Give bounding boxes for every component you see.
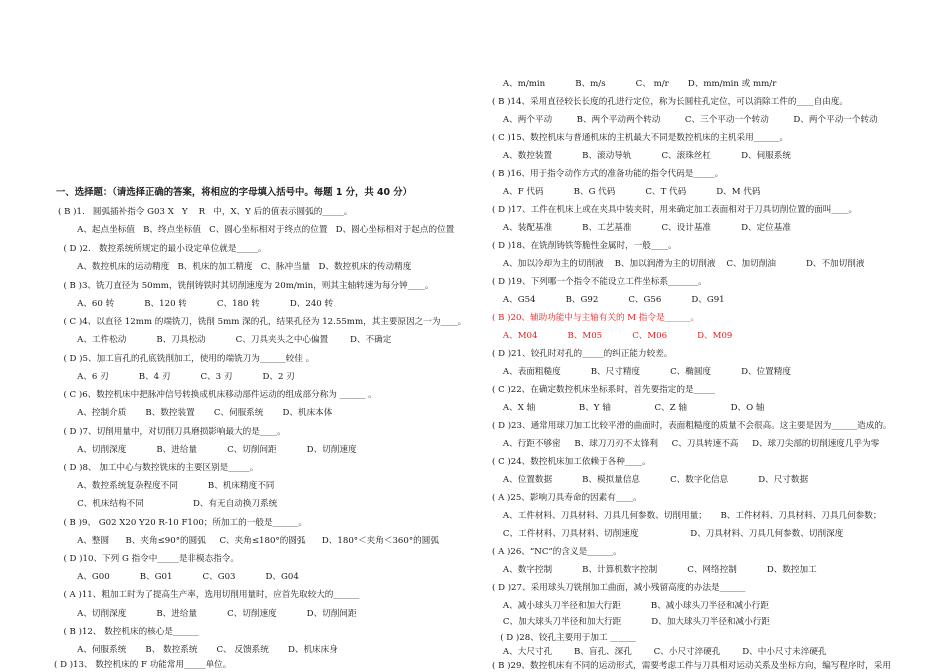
question-line: ( D )8、 加工中心与数控铣床的主要区别是_____。 xyxy=(58,463,259,473)
question-line: A、工件材料、刀具材料、刀具几何参数、切削用量； B、工件材料、刀具材料、刀具几何参数； xyxy=(492,511,882,521)
question-line: ( B )29、数控机床有不同的运动形式，需要考虑工件与刀具相对运动关系及坐标方向，编写程序时，采用 xyxy=(492,661,891,671)
question-line: ( C )6、数控机床中把脉冲信号转换成机床移动部件运动的组成部分称为 ______ 。 xyxy=(58,390,377,400)
question-line: ( C )15、数控机床与普通机床的主机最大不同是数控机床的主机采用______。 xyxy=(492,133,789,143)
question-line: A、切削深度 B、进给量 C、切削间距 D、切削速度 xyxy=(58,445,357,455)
question-line: A、数字控制 B、计算机数字控制 C、网络控制 D、数控加工 xyxy=(492,565,817,575)
question-line: A、两个平动 B、两个平动两个转动 C、三个平动一个转动 D、两个平动一个转动 xyxy=(492,115,878,125)
question-line: A、减小球头刀半径和加大行距 B、减小球头刀半径和减小行距 xyxy=(492,601,769,611)
question-line: ( D )23、通常用球刀加工比较平滑的曲面时，表面粗糙度的质量不会很高。这主要是因为______造成的。 xyxy=(492,421,892,431)
question-line: A、行距不够密 B、球刀刀刃不太锋利 C、刀具转速不高 D、球刀尖部的切削速度几乎为零 xyxy=(492,439,880,449)
question-line: ( D )21、铰孔时对孔的_____的纠正能力较差。 xyxy=(492,349,673,359)
question-line: A、m/min B、m/s C、 m/r D、mm/min 或 mm/r xyxy=(492,79,777,89)
question-line: A、整圆 B、夹角≤90°的圆弧 C、夹角≤180°的圆弧 D、180°＜夹角＜360°的圆弧 xyxy=(58,536,439,546)
question-line: ( D )19、下列哪一个指令不能设立工件坐标系_______。 xyxy=(492,277,707,287)
question-line: ( A )25、影响刀具寿命的因素有____。 xyxy=(492,493,642,503)
question-line: ( B )14、采用直径较长长度的孔进行定位，称为长圆柱孔定位，可以消除工件的____自由度。 xyxy=(492,97,848,107)
question-line: A、位置数据 B、模拟量信息 C、数字化信息 D、尺寸数据 xyxy=(492,475,809,485)
question-line: ( B )12、 数控机床的核心是______ xyxy=(58,627,199,637)
question-line: A、表面粗糙度 B、尺寸精度 C、椭圆度 D、位置精度 xyxy=(492,367,791,377)
question-line: A、G00 B、G01 C、G03 D、G04 xyxy=(58,572,299,582)
highlighted-question-line: ( B )20、辅助功能中与主轴有关的 M 指令是______。 xyxy=(492,313,699,323)
question-line: ( A )11、粗加工时为了提高生产率，选用切削用量时，应首先取较大的______ xyxy=(58,590,360,600)
question-line: A、装配基准 B、工艺基准 C、设计基准 D、定位基准 xyxy=(492,223,791,233)
question-line: ( D )18、在铣削铸铁等脆性金属时，一般____。 xyxy=(492,241,677,251)
question-line: ( C )24、数控机床加工依赖于各种____。 xyxy=(492,457,651,467)
question-line: A、大尺寸孔 B、盲孔、深孔 C、小尺寸淬硬孔 D、中小尺寸未淬硬孔 xyxy=(492,647,827,657)
question-line: C、机床结构不同 D、有无自动换刀系统 xyxy=(58,499,278,509)
question-line: A、加以冷却为主的切削液 B、加以润滑为主的切削液 C、加切削油 D、不加切削液 xyxy=(492,259,865,269)
question-line: C、加大球头刀半径和加大行距 D、加大球头刀半径和减小行距 xyxy=(492,617,770,627)
question-line: ( A )26、“NC”的含义是______。 xyxy=(492,547,622,557)
question-line: ( B )1. 圆弧插补指令 G03 X Y R 中，X、Y 后的值表示圆弧的_____。 xyxy=(58,207,353,217)
question-line: A、控制介质 B、数控装置 C、伺服系统 D、机床本体 xyxy=(58,408,333,418)
question-line: ( D )10、下列 G 指令中_____是非模态指令。 xyxy=(58,554,239,564)
question-line: C、工件材料、刀具材料、切削速度 D、刀具材料、刀具几何参数、切削深度 xyxy=(492,529,844,539)
question-line: ( D )27、采用球头刀铣削加工曲面，减小残留高度的办法是______ xyxy=(492,583,746,593)
question-line: ( B )16、用于指令动作方式的准备功能的指令代码是_____。 xyxy=(492,169,724,179)
question-line: A、切削深度 B、进给量 C、切削速度 D、切削间距 xyxy=(58,609,357,619)
question-line: ( B )9、 G02 X20 Y20 R-10 F100；所加工的一般是______。 xyxy=(58,518,307,528)
question-line: A、X 轴 B、Y 轴 C、Z 轴 D、O 轴 xyxy=(492,403,765,413)
question-line: ( D )5、加工盲孔的孔底铣削加工，使用的端铣刀为______较佳 。 xyxy=(58,354,315,364)
question-line: A、工件松动 B、刀具松动 C、刀具夹头之中心偏置 D、不确定 xyxy=(58,335,392,345)
section-heading: 一、选择题：（请选择正确的答案，将相应的字母填入括号中。每题 1 分，共 40 分） xyxy=(56,187,413,198)
question-line: A、60 转 B、120 转 C、180 转 D、240 转 xyxy=(58,299,334,309)
question-line: A、F 代码 B、G 代码 C、T 代码 D、M 代码 xyxy=(492,187,761,197)
question-line: ( D )13、 数控机床的 F 功能常用_____单位。 xyxy=(54,660,232,670)
question-line: A、G54 B、G92 C、G56 D、G91 xyxy=(492,295,725,305)
question-line: ( C )22、在确定数控机床坐标系时，首先要指定的是_____ xyxy=(492,385,716,395)
question-line: ( D )7、切削用量中，对切削刀具磨损影响最大的是____。 xyxy=(58,427,286,437)
question-line: A、伺服系统 B、 数控系统 C、 反馈系统 D、机床床身 xyxy=(58,645,338,655)
question-line: ( D )17、工件在机床上或在夹具中装夹时，用来确定加工表面相对于刀具切削位置的面叫____。 xyxy=(492,205,858,215)
question-line: ( B )3、铣刀直径为 50mm，铣削铸铁时其切削速度为 20m/min，则其主轴转速为每分钟____。 xyxy=(58,281,434,291)
question-line: A、6 刃 B、4 刃 C、3 刃 D、2 刃 xyxy=(58,372,295,382)
question-line: ( D )28、铰孔主要用于加工 ______ xyxy=(492,633,637,643)
question-line: A、数控系统复杂程度不同 B、机床精度不同 xyxy=(58,481,275,491)
highlighted-question-line: A、M04 B、M05 C、M06 D、M09 xyxy=(492,331,733,341)
question-line: A、起点坐标值 B、终点坐标值 C、圆心坐标相对于终点的位置 D、圆心坐标相对于起点的位置 xyxy=(58,225,455,235)
question-line: ( C )4、以直径 12mm 的端铣刀，铣削 5mm 深的孔，结果孔径为 12.55mm，其主要原因之一为____。 xyxy=(58,317,467,327)
question-line: A、数控机床的运动精度 B、机床的加工精度 C、脉冲当量 D、数控机床的传动精度 xyxy=(58,262,412,272)
question-line: A、数控装置 B、滚动导轨 C、滚珠丝杠 D、伺服系统 xyxy=(492,151,791,161)
question-line: ( D )2. 数控系统所规定的最小设定单位就是_____。 xyxy=(58,244,267,254)
